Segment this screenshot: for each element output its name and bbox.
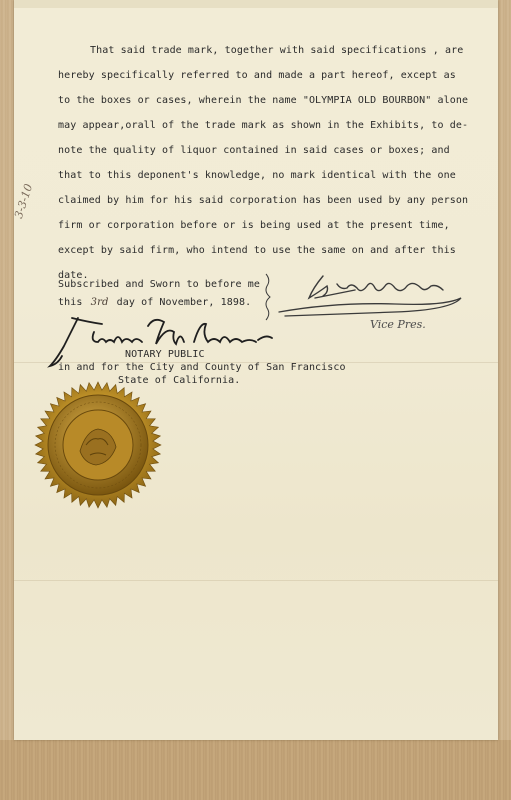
body-line: claimed by him for his said corporation has been used by any person (58, 195, 469, 206)
jurat-date-line (58, 297, 251, 308)
jurat-suffix: day of November, 1898. (116, 297, 252, 308)
notary-title: NOTARY PUBLIC (125, 349, 205, 360)
body-line: may appear,orall of the trade mark as shown in the Exhibits, to de- (58, 120, 469, 131)
notary-seal (34, 381, 162, 509)
body-line: hereby specifically referred to and made a part hereof, except as (58, 70, 456, 81)
margin-pencil-note: 3-3-10 (12, 182, 36, 221)
notary-state: State of California. (118, 375, 241, 386)
jurat-prefix: this (58, 297, 83, 308)
affiant-title: Vice Pres. (370, 318, 426, 331)
fold-crease (14, 580, 498, 581)
body-line: date. (58, 270, 89, 281)
backing-board-lower (0, 740, 511, 800)
body-line: that to this deponent's knowledge, no mark identical with the one (58, 170, 456, 181)
body-line: except by said firm, who intend to use the same on and after this (58, 245, 456, 256)
page-top-edge (14, 0, 498, 8)
body-line: That said trade mark, together with said specifications , are (90, 45, 464, 56)
body-line: firm or corporation before or is being used at the present time, (58, 220, 450, 231)
jurat-day-handwritten: 3rd (90, 297, 109, 308)
affiant-signature (275, 266, 470, 338)
body-line: note the quality of liquor contained in said cases or boxes; and (58, 145, 450, 156)
notary-jurisdiction: in and for the City and County of San Francisco (58, 362, 346, 373)
body-line: to the boxes or cases, wherein the name "OLYMPIA OLD BOURBON" alone (58, 95, 469, 106)
jurat-line: Subscribed and Sworn to before me (58, 279, 260, 290)
